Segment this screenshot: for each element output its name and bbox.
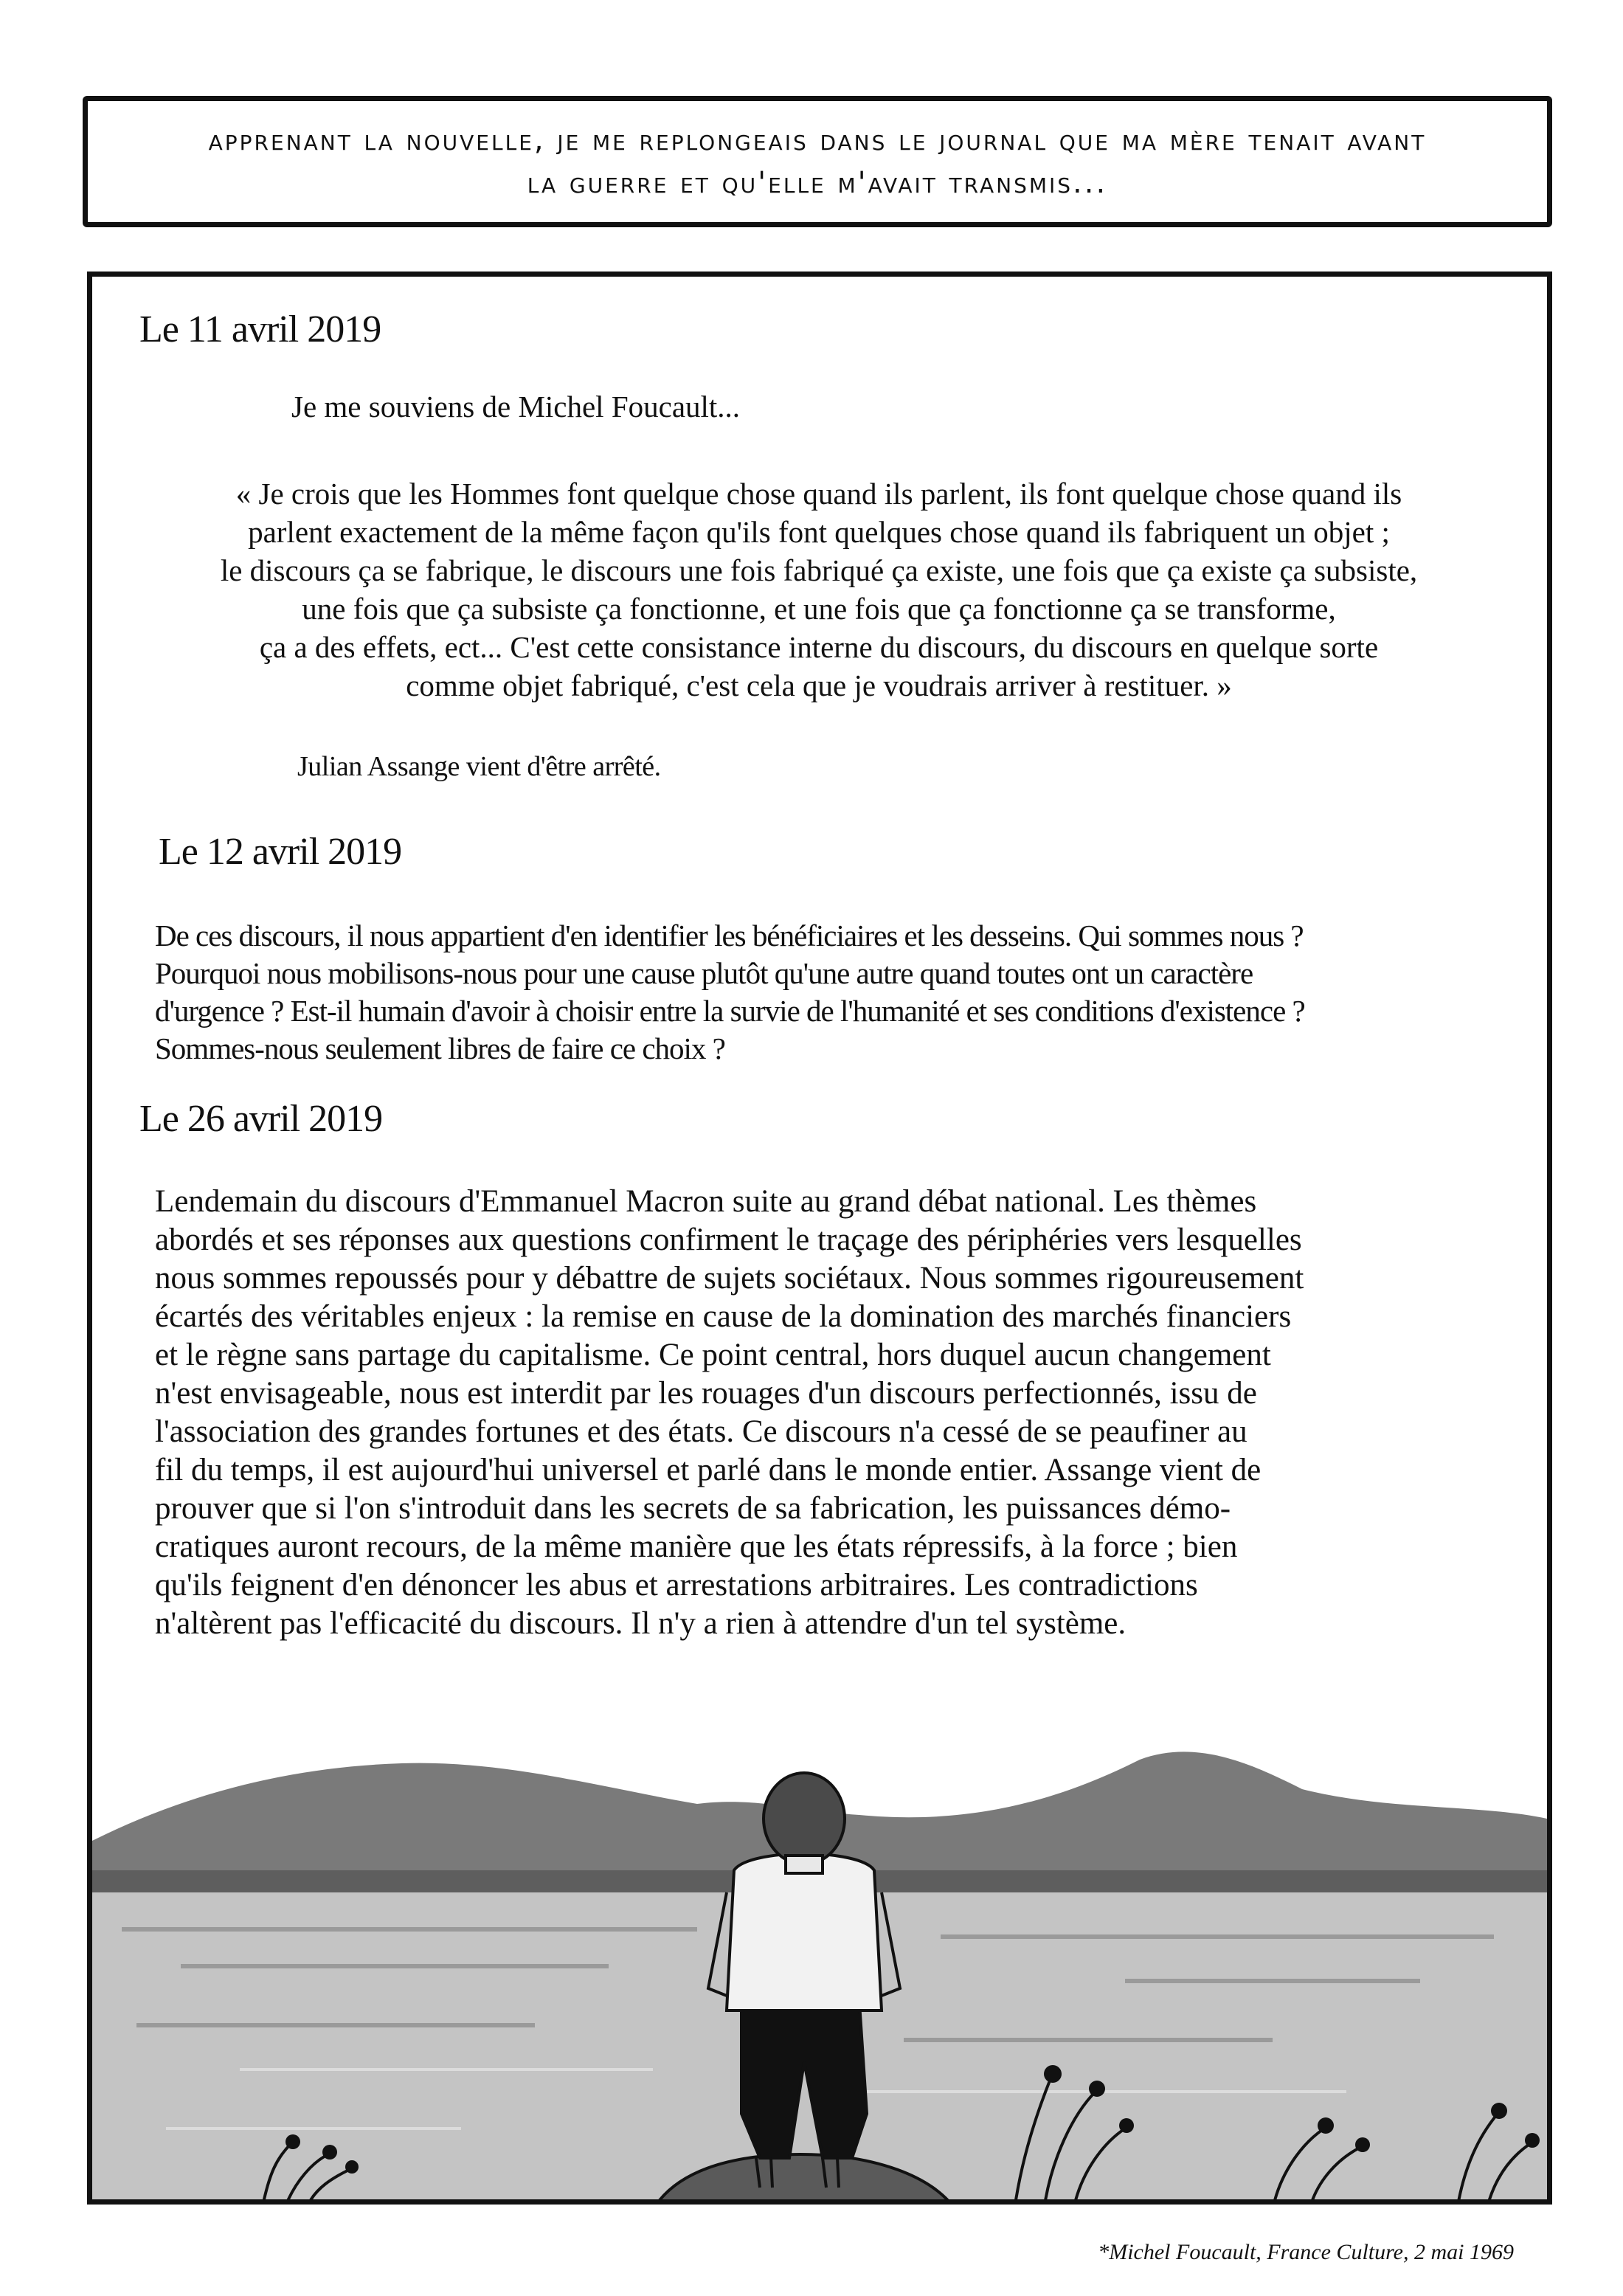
paragraph-line: n'est envisageable, nous est interdit par les rouages d'un discours perfectionnés, issu de	[155, 1376, 1257, 1411]
entry-date-11-april: Le 11 avril 2019	[139, 308, 381, 350]
quote-line: comme objet fabriqué, c'est cela que je voudrais arriver à restituer. »	[406, 668, 1232, 702]
entry-date-26-april: Le 26 avril 2019	[139, 1098, 383, 1140]
paragraph-line: cratiques auront recours, de la même manière que les états répressifs, à la force ; bien	[155, 1529, 1238, 1564]
paragraph-line: De ces discours, il nous appartient d'en identifier les bénéficiaires et les desseins. Qui sommes nous ?	[155, 919, 1304, 952]
quote-line: le discours ça se fabrique, le discours une fois fabriqué ça existe, une fois que ça existe ça subsiste,	[220, 553, 1418, 587]
figure-shirt	[727, 1854, 882, 2011]
caption-box	[83, 96, 1552, 227]
paragraph-line: Sommes-nous seulement libres de faire ce choix ?	[155, 1031, 725, 1065]
entry-intro: Je me souviens de Michel Foucault...	[291, 390, 741, 423]
quote-line: une fois que ça subsiste ça fonctionne, et une fois que ça fonctionne ça se transforme,	[302, 592, 1336, 626]
foucault-quote	[107, 474, 1531, 705]
paragraph-line: écartés des véritables enjeux : la remise en cause de la domination des marchés financiers	[155, 1299, 1292, 1334]
quote-line: ça a des effets, ect... C'est cette consistance interne du discours, du discours en quelque sorte	[259, 630, 1379, 664]
paragraph-line: fil du temps, il est aujourd'hui universel et parlé dans le monde entier. Assange vient de	[155, 1453, 1262, 1487]
quote-line: parlent exactement de la même façon qu'ils font quelques chose quand ils fabriquent un objet ;	[248, 515, 1390, 549]
caption-line-1: apprenant la nouvelle, je me replongeais dans le journal que ma mère tenait avant	[208, 123, 1427, 157]
paragraph-line: Pourquoi nous mobilisons-nous pour une cause plutôt qu'une autre quand toutes ont un caractère	[155, 956, 1253, 990]
paragraph-line: Lendemain du discours d'Emmanuel Macron suite au grand débat national. Les thèmes	[155, 1184, 1257, 1219]
figure-head	[764, 1773, 845, 1864]
paragraph-line: l'association des grandes fortunes et des états. Ce discours n'a cessé de se peaufiner au	[155, 1414, 1247, 1449]
quote-line: « Je crois que les Hommes font quelque chose quand ils parlent, ils font quelque chose quand ils	[235, 477, 1402, 511]
paragraph-line: n'altèrent pas l'efficacité du discours. Il n'y a rien à attendre d'un tel système.	[155, 1606, 1127, 1641]
assange-note: Julian Assange vient d'être arrêté.	[297, 751, 661, 782]
footnote: *Michel Foucault, France Culture, 2 mai 1969	[1098, 2240, 1514, 2264]
lake-illustration	[92, 1745, 1547, 2205]
paragraph-line: nous sommes repoussés pour y débattre de sujets sociétaux. Nous sommes rigoureusement	[155, 1261, 1304, 1296]
entry-12-april-text	[155, 917, 1527, 1068]
entry-date-12-april: Le 12 avril 2019	[159, 831, 402, 873]
entry-26-april-text	[155, 1183, 1542, 1643]
paragraph-line: qu'ils feignent d'en dénoncer les abus et arrestations arbitraires. Les contradictions	[155, 1568, 1198, 1602]
paragraph-line: prouver que si l'on s'introduit dans les secrets de sa fabrication, les puissances démo-	[155, 1491, 1231, 1526]
journal-panel	[87, 272, 1552, 2205]
paragraph-line: et le règne sans partage du capitalisme. Ce point central, hors duquel aucun changement	[155, 1338, 1271, 1372]
paragraph-line: abordés et ses réponses aux questions confirment le traçage des périphéries vers lesquelles	[155, 1223, 1302, 1257]
caption-line-2: la guerre et qu'elle m'avait transmis...	[527, 166, 1108, 200]
paragraph-line: d'urgence ? Est-il humain d'avoir à choisir entre la survie de l'humanité et ses conditions d'existence ?	[155, 994, 1305, 1028]
